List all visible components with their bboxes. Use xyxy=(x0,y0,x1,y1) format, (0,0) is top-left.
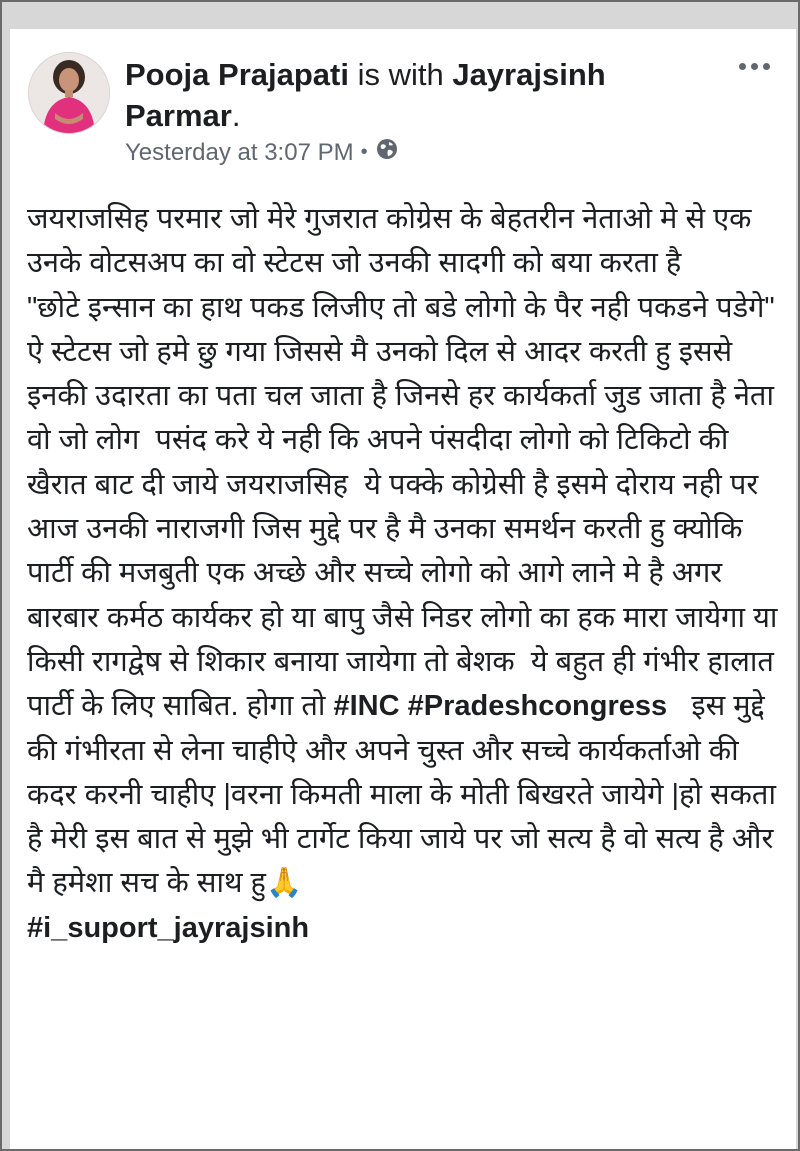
post-paragraph-3: इस मुद्दे की गंभीरता से लेना चाहीऐ और अपने चुस्त और सच्चे कार्यकर्ताओ की कदर करनी चाहीए |वरना किमती माला के मोती बिखरते जायेगे |हो सकता है मेरी इस बात से मुझे भी टार्गेट किया जाये पर जो सत्य है वो सत्य है और मै हमेशा सच के साथ हु xyxy=(27,690,785,900)
hashtag-inc[interactable]: #INC xyxy=(333,690,400,723)
post-card xyxy=(10,29,796,1149)
more-dot xyxy=(739,63,746,70)
author-name-link[interactable]: Pooja Prajapati xyxy=(125,57,349,92)
post-timestamp[interactable]: Yesterday at 3:07 PM xyxy=(125,138,354,166)
more-dot xyxy=(751,63,758,70)
post-body xyxy=(27,197,791,950)
post-paragraph-1: जयराजसिह परमार जो मेरे गुजरात कोग्रेस के बेहतरीन नेताओ मे से एक उनके वोटसअप का वो स्टेटस जो उनकी सादगी को बया करता है xyxy=(27,203,760,280)
avatar[interactable] xyxy=(28,52,110,134)
globe-icon[interactable] xyxy=(375,137,399,168)
more-options-icon[interactable] xyxy=(739,63,770,70)
post-meta xyxy=(125,137,399,168)
with-text: is with xyxy=(348,57,453,92)
post-header-title xyxy=(125,54,685,136)
post-paragraph-2: ऐ स्टेटस जो हमे छु गया जिससे मै उनको दिल से आदर करती हु इससे इनकी उदारता का पता चल जाता है जिनसे हर कार्यकर्ता जुड जाता है नेता वो जो लोग पसंद करे ये नही कि अपने पंसदीदा लोगो को टिकिटो की खैरात बाट दी जाये जयराजसिह ये पक्के कोग्रेसी है इसमे दोराय नही पर आज उनकी नाराजगी जिस मुद्दे पर है मै उनका समर्थन करती हु क्योकि पार्टी की मजबुती एक अच्छे और सच्चे लोगो को आगे लाने मे है अगर बारबार कर्मठ कार्यकर हो या बापु जैसे निडर लोगो का हक मारा जायेगा या किसी रागद्वेष से शिकार बनाया जायेगा तो बेशक ये बहुत ही गंभीर हालात पार्टी के लिए साबित. होगा तो xyxy=(27,335,791,723)
tagged-person-link[interactable]: Jayrajsinh Parmar xyxy=(125,57,606,133)
avatar-photo xyxy=(29,53,109,133)
folded-hands-emoji: 🙏 xyxy=(265,867,303,900)
more-dot xyxy=(763,63,770,70)
meta-separator: • xyxy=(360,141,368,163)
tagged-suffix: . xyxy=(231,98,241,133)
hashtag-pradeshcongress[interactable]: #Pradeshcongress xyxy=(407,690,668,723)
post-quote: "छोटे इन्सान का हाथ पकड लिजीए तो बडे लोगो के पैर नही पकडने पडेगे" xyxy=(27,291,775,324)
hashtag-support[interactable]: #i_suport_jayrajsinh xyxy=(27,911,310,944)
